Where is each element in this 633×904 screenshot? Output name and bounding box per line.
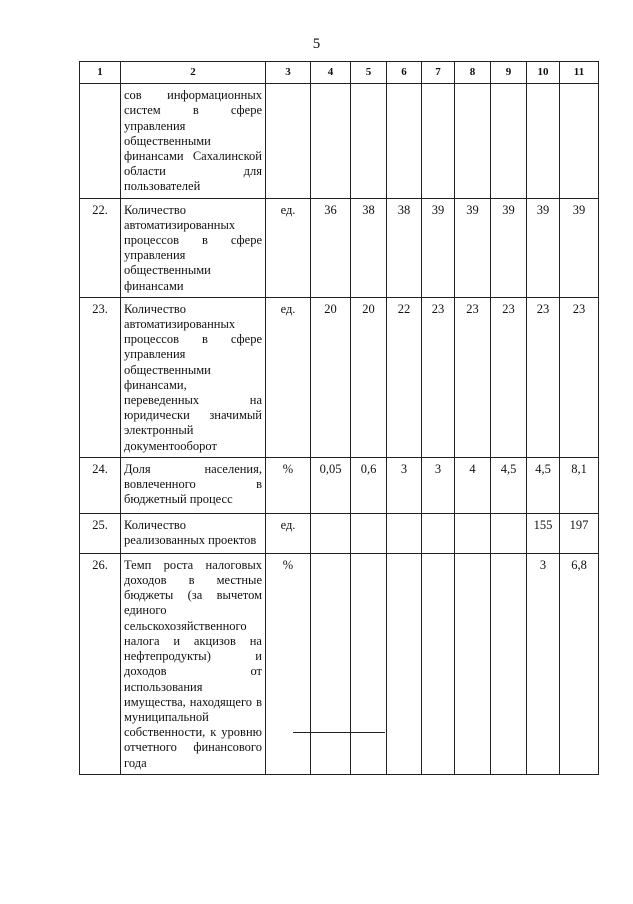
indicator-name: Количество автоматизированных процессов в сфере управления общественными финансами, переведенных на юридически значимый электронный документооборот xyxy=(121,297,266,457)
value-cell xyxy=(491,84,527,198)
table-header-row xyxy=(80,62,599,84)
row-number: 25. xyxy=(80,513,121,553)
indicator-name: Темп роста налоговых доходов в местные бюджеты (за вычетом единого сельскохозяйственного налога и акцизов на нефтепродукты) и доходов от использования имущества, находящего в муниципальной собственности, к уровню отчетного финансового года xyxy=(121,553,266,774)
value-cell xyxy=(311,84,351,198)
value-cell: 39 xyxy=(422,198,455,297)
column-header: 11 xyxy=(560,62,599,84)
indicator-name: Количество автоматизированных процессов в сфере управления общественными финансами xyxy=(121,198,266,297)
unit-cell: ед. xyxy=(266,198,311,297)
value-cell: 36 xyxy=(311,198,351,297)
value-cell: 0,6 xyxy=(351,457,387,513)
value-cell: 22 xyxy=(387,297,422,457)
table-row xyxy=(80,553,599,774)
value-cell: 20 xyxy=(351,297,387,457)
column-header: 9 xyxy=(491,62,527,84)
table-row xyxy=(80,297,599,457)
value-cell: 39 xyxy=(560,198,599,297)
value-cell xyxy=(422,84,455,198)
value-cell: 39 xyxy=(491,198,527,297)
column-header: 3 xyxy=(266,62,311,84)
value-cell: 38 xyxy=(351,198,387,297)
column-header: 10 xyxy=(527,62,560,84)
unit-cell: ед. xyxy=(266,513,311,553)
page-number: 5 xyxy=(312,36,321,52)
value-cell xyxy=(387,513,422,553)
column-header: 6 xyxy=(387,62,422,84)
value-cell xyxy=(455,513,491,553)
value-cell: 23 xyxy=(491,297,527,457)
unit-cell xyxy=(266,84,311,198)
value-cell: 4 xyxy=(455,457,491,513)
value-cell: 20 xyxy=(311,297,351,457)
value-cell xyxy=(351,84,387,198)
column-header: 2 xyxy=(121,62,266,84)
end-rule xyxy=(293,732,385,733)
column-header: 4 xyxy=(311,62,351,84)
value-cell xyxy=(455,84,491,198)
indicator-name: сов информационных систем в сфере управления общественными финансами Сахалинской области для пользователей xyxy=(121,84,266,198)
value-cell xyxy=(387,553,422,774)
row-number: 23. xyxy=(80,297,121,457)
unit-cell: ед. xyxy=(266,297,311,457)
value-cell xyxy=(527,84,560,198)
value-cell xyxy=(491,513,527,553)
indicators-table xyxy=(79,61,599,775)
value-cell: 23 xyxy=(527,297,560,457)
value-cell xyxy=(455,553,491,774)
table-row xyxy=(80,513,599,553)
value-cell xyxy=(387,84,422,198)
row-number xyxy=(80,84,121,198)
unit-cell: % xyxy=(266,553,311,774)
value-cell xyxy=(491,553,527,774)
value-cell: 0,05 xyxy=(311,457,351,513)
value-cell: 38 xyxy=(387,198,422,297)
value-cell: 155 xyxy=(527,513,560,553)
value-cell xyxy=(311,513,351,553)
value-cell: 39 xyxy=(455,198,491,297)
value-cell: 3 xyxy=(387,457,422,513)
value-cell xyxy=(311,553,351,774)
row-number: 22. xyxy=(80,198,121,297)
column-header: 5 xyxy=(351,62,387,84)
value-cell: 3 xyxy=(527,553,560,774)
column-header: 8 xyxy=(455,62,491,84)
value-cell xyxy=(351,513,387,553)
indicator-name: Доля населения, вовлеченного в бюджетный процесс xyxy=(121,457,266,513)
unit-cell: % xyxy=(266,457,311,513)
value-cell xyxy=(422,553,455,774)
table-row xyxy=(80,84,599,198)
table-row xyxy=(80,457,599,513)
value-cell: 4,5 xyxy=(527,457,560,513)
value-cell: 197 xyxy=(560,513,599,553)
column-header: 1 xyxy=(80,62,121,84)
column-header: 7 xyxy=(422,62,455,84)
value-cell: 6,8 xyxy=(560,553,599,774)
value-cell xyxy=(560,84,599,198)
row-number: 26. xyxy=(80,553,121,774)
value-cell xyxy=(422,513,455,553)
value-cell: 23 xyxy=(455,297,491,457)
value-cell: 23 xyxy=(560,297,599,457)
value-cell: 3 xyxy=(422,457,455,513)
value-cell xyxy=(351,553,387,774)
row-number: 24. xyxy=(80,457,121,513)
value-cell: 23 xyxy=(422,297,455,457)
value-cell: 8,1 xyxy=(560,457,599,513)
value-cell: 4,5 xyxy=(491,457,527,513)
value-cell: 39 xyxy=(527,198,560,297)
indicator-name: Количество реализованных проектов xyxy=(121,513,266,553)
table-row xyxy=(80,198,599,297)
